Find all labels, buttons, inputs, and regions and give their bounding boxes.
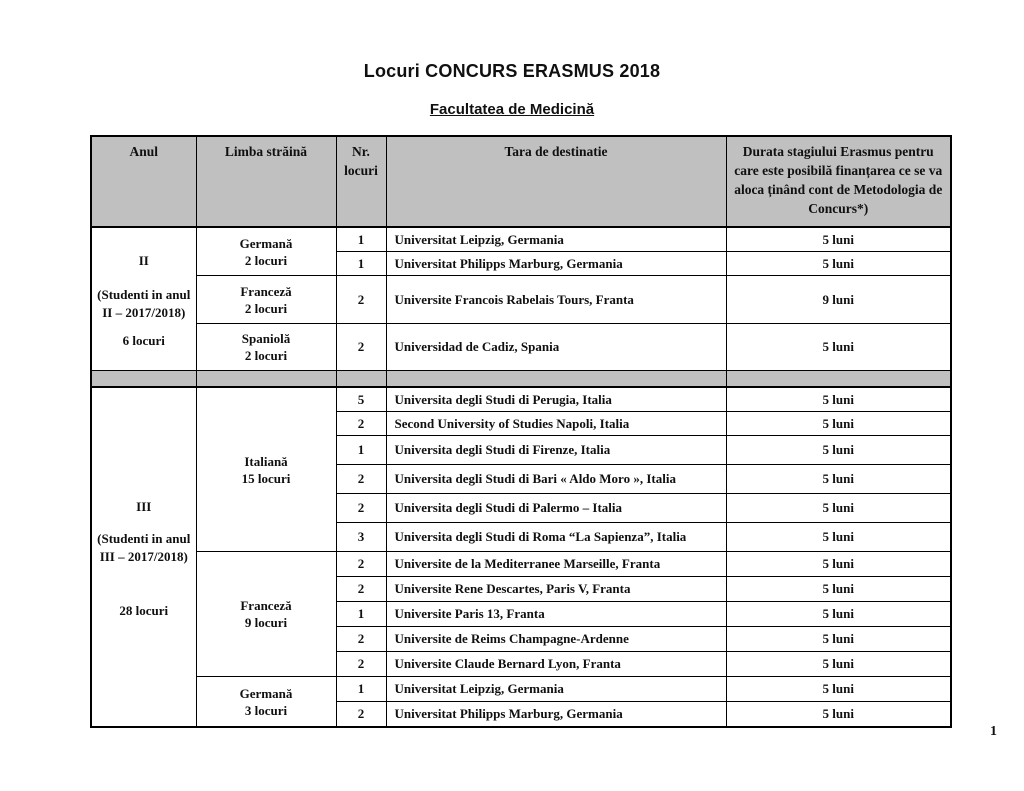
nr-cell: 2	[336, 465, 386, 494]
language-locuri: 9 locuri	[244, 615, 288, 630]
page-title: Locuri CONCURS ERASMUS 2018	[363, 61, 661, 81]
duration-cell: 5 luni	[726, 677, 951, 702]
duration-cell: 9 luni	[726, 276, 951, 324]
destination-cell: Universita degli Studi di Palermo – Italia	[386, 494, 726, 523]
language-name: Spaniolă	[241, 331, 291, 346]
duration-cell: 5 luni	[726, 252, 951, 276]
language-name: Germană	[239, 235, 293, 251]
language-name: Franceză	[240, 598, 292, 613]
destination-cell: Universite Francois Rabelais Tours, Franta	[386, 276, 726, 324]
language-cell	[196, 677, 336, 728]
duration-cell: 5 luni	[726, 577, 951, 602]
language-cell	[196, 276, 336, 324]
col-header-tara: Tara de destinatie	[386, 136, 726, 227]
destination-cell: Universidad de Cadiz, Spania	[386, 324, 726, 371]
nr-cell: 2	[336, 627, 386, 652]
duration-cell: 5 luni	[726, 652, 951, 677]
duration-cell: 5 luni	[726, 702, 951, 728]
col-header-anul: Anul	[91, 136, 196, 227]
destination-cell: Universita degli Studi di Perugia, Italia	[386, 387, 726, 412]
destination-cell: Universite de la Mediterranee Marseille, Franta	[386, 552, 726, 577]
duration-cell: 5 luni	[726, 465, 951, 494]
destination-cell: Universite Claude Bernard Lyon, Franta	[386, 652, 726, 677]
anul-cell	[91, 227, 196, 371]
erasmus-places-table	[90, 135, 952, 728]
col-header-limba: Limba străină	[196, 136, 336, 227]
destination-cell: Universitat Leipzig, Germania	[386, 227, 726, 252]
language-locuri: 2 locuri	[244, 252, 288, 268]
destination-cell: Universitat Leipzig, Germania	[386, 677, 726, 702]
anul-year: III	[136, 499, 152, 514]
nr-cell: 2	[336, 652, 386, 677]
nr-cell: 5	[336, 387, 386, 412]
table-row	[91, 276, 951, 324]
duration-cell: 5 luni	[726, 227, 951, 252]
anul-students: (Studenti in anul III – 2017/2018)	[97, 531, 191, 564]
language-cell	[196, 387, 336, 552]
language-locuri: 3 locuri	[244, 702, 288, 718]
nr-cell: 2	[336, 494, 386, 523]
separator-cell	[196, 371, 336, 388]
duration-cell: 5 luni	[726, 494, 951, 523]
nr-cell: 3	[336, 523, 386, 552]
duration-cell: 5 luni	[726, 324, 951, 371]
anul-year: II	[138, 253, 149, 268]
language-name: Germană	[239, 685, 293, 701]
separator-cell	[726, 371, 951, 388]
page-number: 1	[990, 724, 997, 739]
nr-cell: 1	[336, 602, 386, 627]
language-cell	[196, 552, 336, 677]
nr-cell: 2	[336, 702, 386, 728]
table-row	[91, 677, 951, 702]
destination-cell: Universitat Philipps Marburg, Germania	[386, 252, 726, 276]
table-row	[91, 324, 951, 371]
language-cell	[196, 324, 336, 371]
nr-cell: 2	[336, 552, 386, 577]
col-header-durata: Durata stagiului Erasmus pentru care este posibilă finanțarea ce se va aloca ținând cont de Metodologia de Concurs*)	[726, 136, 951, 227]
section-separator-row	[91, 371, 951, 388]
duration-cell: 5 luni	[726, 387, 951, 412]
destination-cell: Universite de Reims Champagne-Ardenne	[386, 627, 726, 652]
table-row	[91, 227, 951, 252]
destination-cell: Universita degli Studi di Roma “La Sapienza”, Italia	[386, 523, 726, 552]
destination-cell: Second University of Studies Napoli, Italia	[386, 412, 726, 436]
language-locuri: 15 locuri	[241, 470, 291, 486]
anul-cell	[91, 387, 196, 727]
page-subtitle: Facultatea de Medicină	[429, 101, 595, 118]
destination-cell: Universitat Philipps Marburg, Germania	[386, 702, 726, 728]
destination-cell: Universite Paris 13, Franta	[386, 602, 726, 627]
duration-cell: 5 luni	[726, 412, 951, 436]
separator-cell	[336, 371, 386, 388]
table-row	[91, 387, 951, 412]
nr-cell: 2	[336, 577, 386, 602]
destination-cell: Universita degli Studi di Firenze, Italia	[386, 436, 726, 465]
anul-total: 6 locuri	[122, 333, 165, 348]
language-locuri: 2 locuri	[244, 348, 288, 363]
language-name: Franceză	[240, 283, 292, 299]
anul-total: 28 locuri	[119, 603, 169, 618]
duration-cell: 5 luni	[726, 602, 951, 627]
separator-cell	[386, 371, 726, 388]
destination-cell: Universite Rene Descartes, Paris V, Franta	[386, 577, 726, 602]
separator-cell	[91, 371, 196, 388]
nr-cell: 1	[336, 677, 386, 702]
nr-cell: 2	[336, 412, 386, 436]
language-name: Italiană	[244, 453, 288, 469]
nr-cell: 2	[336, 276, 386, 324]
duration-cell: 5 luni	[726, 627, 951, 652]
language-locuri: 2 locuri	[244, 300, 288, 316]
nr-cell: 1	[336, 436, 386, 465]
destination-cell: Universita degli Studi di Bari « Aldo Moro », Italia	[386, 465, 726, 494]
duration-cell: 5 luni	[726, 523, 951, 552]
nr-cell: 1	[336, 252, 386, 276]
duration-cell: 5 luni	[726, 552, 951, 577]
col-header-nr: Nr. locuri	[336, 136, 386, 227]
table-row	[91, 552, 951, 577]
duration-cell: 5 luni	[726, 436, 951, 465]
language-cell	[196, 227, 336, 276]
table-header-row	[91, 136, 951, 227]
nr-cell: 1	[336, 227, 386, 252]
anul-students: (Studenti in anul II – 2017/2018)	[97, 287, 191, 320]
nr-cell: 2	[336, 324, 386, 371]
